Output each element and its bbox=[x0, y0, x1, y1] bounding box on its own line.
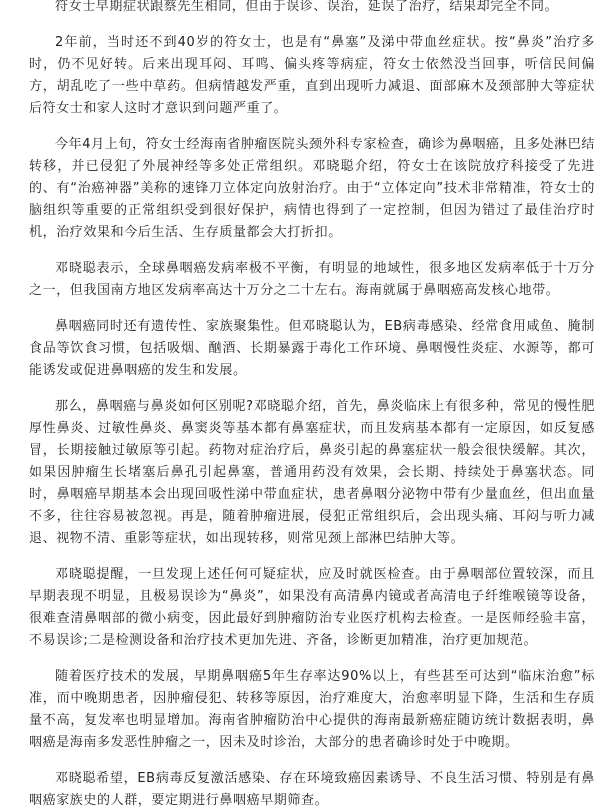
paragraph-incidence: 邓晓聪表示，全球鼻咽癌发病率极不平衡，有明显的地域性，很多地区发病率低于十万分之一，但我国南方地区发病率高达十万分之二十左右。海南就属于鼻咽癌高发核心地带。 bbox=[29, 261, 595, 298]
paragraph-diagnosis-treatment: 今年4月上旬，符女士经海南省肿瘤医院头颈外科专家检查，确诊为鼻咽癌，且多处淋巴结转移，并已侵犯了外展神经等多处正常组织。邓晓聪介绍，符女士在该院放疗科接受了先进的、有“治癌神器”美称的速锋刀立体定向放射治疗。由于“立体定向”技术非常精准，符女士的脑组织等重要的正常组织受到很好保护，病情也得到了一定控制，但因为错过了最佳治疗时机，治疗效果和今后生活、生存质量都会大打折扣。 bbox=[29, 137, 595, 240]
paragraph-early-symptoms: 符女士早期症状跟蔡先生相同，但由于误诊、误治，延误了治疗，结果却完全不同。 bbox=[55, 0, 559, 14]
paragraph-risk-factors: 鼻咽癌同时还有遗传性、家族聚集性。但邓晓聪认为，EB病毒感染、经常食用咸鱼、腌制食品等饮食习惯，包括吸烟、酗酒、长期暴露于毒化工作环境、鼻咽慢性炎症、水源等，都可能诱发或促进鼻咽癌的发生和发展。 bbox=[29, 319, 595, 378]
paragraph-screening-advice: 邓晓聪提醒，一旦发现上述任何可疑症状，应及时就医检查。由于鼻咽部位置较深，而且早期表现不明显，且极易误诊为“鼻炎”，如果没有高清鼻内镜或者高清电子纤维喉镜等设备，很难查清鼻咽部的微小病变，因此最好到肿瘤防治专业医疗机构去检查。一是医师经验丰富，不易误诊;二是检测设备和治疗技术更加先进、齐备，诊断更加精准，治疗更加规范。 bbox=[29, 567, 595, 648]
paragraph-recommendation: 邓晓聪希望，EB病毒反复激活感染、存在环境致癌因素诱导、不良生活习惯、特别是有鼻咽癌家族史的人群，要定期进行鼻咽癌早期筛查。 bbox=[29, 771, 595, 808]
paragraph-case-history: 2年前，当时还不到40岁的符女士，也是有“鼻塞”及涕中带血丝症状。按“鼻炎”治疗多时，仍不见好转。后来出现耳闷、耳鸣、偏头疼等病症，符女士依然没当回事，听信民间偏方，胡乱吃了一些中草药。但病情越发严重，直到出现听力减退、面部麻木及颈部肿大等症状后符女士和家人这时才意识到问题严重了。 bbox=[29, 35, 595, 116]
paragraph-differentiation: 那么，鼻咽癌与鼻炎如何区别呢?邓晓聪介绍，首先，鼻炎临床上有很多种，常见的慢性肥厚性鼻炎、过敏性鼻炎、鼻窦炎等基本都有鼻塞症状，而且发病基本都有一定原因，如反复感冒，长期接触过敏原等引起。药物对症治疗后，鼻炎引起的鼻塞症状一般会很快缓解。其次，如果因肿瘤生长堵塞后鼻孔引起鼻塞，普通用药没有效果，会长期、持续处于鼻塞状态。同时，鼻咽癌早期基本会出现回吸性涕中带血症状，患者鼻咽分泌物中带有少量血丝，但出血量不多，往往容易被忽视。再是，随着肿瘤进展，侵犯正常组织后，会出现头痛、耳闷与听力减退、视物不清、重影等症状，如出现转移，则常见颈上部淋巴结肿大等。 bbox=[29, 399, 595, 546]
paragraph-survival-rates: 随着医疗技术的发展，早期鼻咽癌5年生存率达90%以上，有些甚至可达到“临床治愈”标准，而中晚期患者，因肿瘤侵犯、转移等原因，治疗难度大，治愈率明显下降，生活和生存质量不高，复发率也明显增加。海南省肿瘤防治中心提供的海南最新癌症随访统计数据表明，鼻咽癌是海南多发恶性肿瘤之一，因未及时诊治，大部分的患者确诊时处于中晚期。 bbox=[29, 669, 595, 750]
